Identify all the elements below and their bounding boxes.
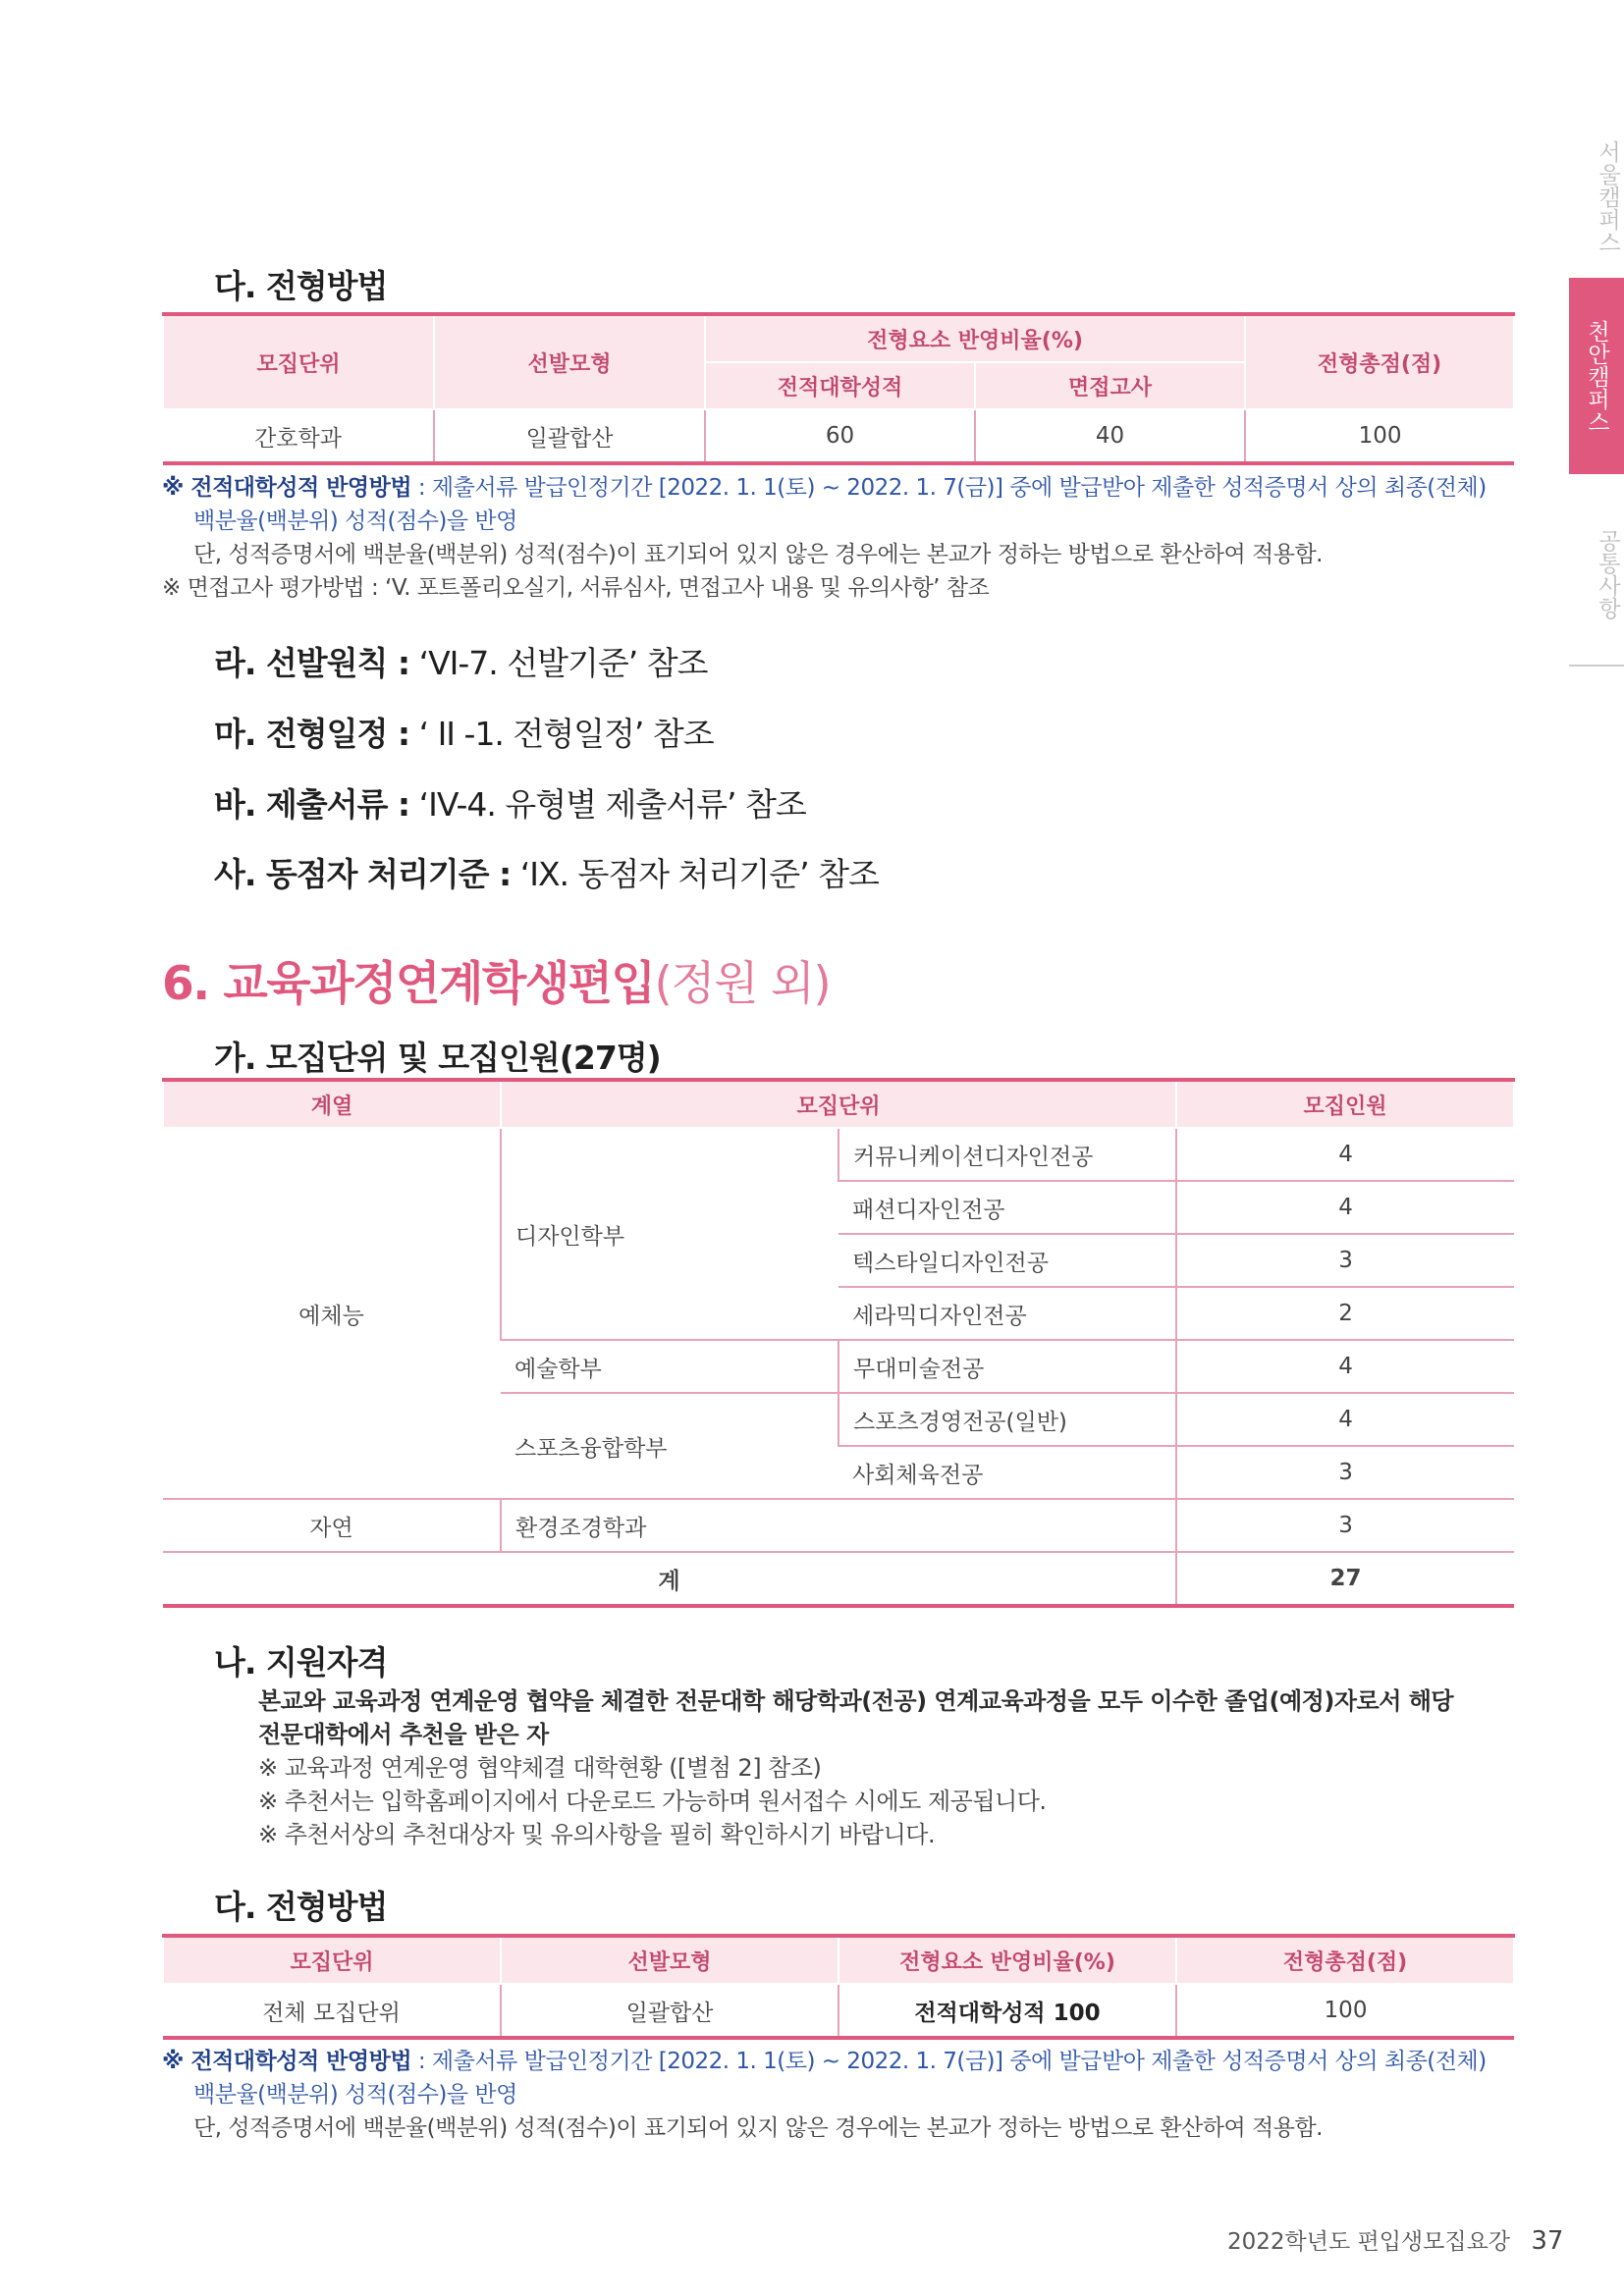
cell-total-value: 27 bbox=[1176, 1552, 1514, 1606]
ref-selection-principle bbox=[214, 638, 708, 684]
cell-unit: 전체 모집단위 bbox=[163, 1984, 501, 2038]
side-tab-seoul[interactable]: 서울캠퍼스 bbox=[1595, 139, 1620, 253]
section-title-method-2: 다. 전형방법 bbox=[214, 1888, 388, 1926]
th-ratio: 전형요소 반영비율(%) bbox=[705, 314, 1245, 362]
cell-quota: 4 bbox=[1176, 1340, 1514, 1393]
note-text: 단, 성적증명서에 백분율(백분위) 성적(점수)이 표기되어 있지 않은 경우에는 본교가 정하는 방법으로 환산하여 적용함. bbox=[193, 2115, 1323, 2141]
section-6-main: 6. 교육과정연계학생편입 bbox=[162, 957, 655, 1011]
ref-label: 사. 동점자 처리기준 : bbox=[214, 855, 512, 893]
cell-total-label: 계 bbox=[163, 1552, 1176, 1606]
th-total: 전형총점(점) bbox=[1245, 314, 1514, 409]
th-interview: 면접고사 bbox=[975, 362, 1245, 409]
cell-quota: 3 bbox=[1176, 1499, 1514, 1552]
cell-unit: 간호학과 bbox=[163, 409, 434, 463]
ref-label: 라. 선발원칙 : bbox=[214, 644, 410, 682]
section-title-eligibility: 나. 지원자격 bbox=[214, 1643, 388, 1682]
ref-label: 바. 제출서류 : bbox=[214, 785, 410, 824]
note-text: 백분율(백분위) 성적(점수)을 반영 bbox=[193, 2082, 517, 2108]
cell-gpa: 60 bbox=[705, 409, 975, 463]
cell-school-art: 예술학부 bbox=[501, 1340, 839, 1393]
eligibility-note: ※ 교육과정 연계운영 협약체결 대학현황 ([별첨 2] 참조) bbox=[258, 1754, 822, 1782]
cell-field-arts: 예체능 bbox=[163, 1128, 501, 1499]
method-table-2 bbox=[162, 1934, 1515, 2040]
cell-quota: 3 bbox=[1176, 1446, 1514, 1499]
th-ratio: 전형요소 반영비율(%) bbox=[839, 1936, 1176, 1984]
ref-tiebreak bbox=[214, 849, 879, 895]
eligibility-body bbox=[258, 1684, 1525, 1851]
ref-text: ‘IV-4. 유형별 제출서류’ 참조 bbox=[409, 785, 806, 824]
ref-text: ‘ II -1. 전형일정’ 참조 bbox=[409, 715, 714, 753]
footer bbox=[1227, 2223, 1563, 2256]
footer-title: 2022학년도 편입생모집요강 bbox=[1227, 2229, 1511, 2255]
cell-ratio: 전적대학성적 100 bbox=[839, 1984, 1176, 2038]
ref-text: ‘IX. 동점자 처리기준’ 참조 bbox=[511, 855, 879, 893]
cell-quota: 3 bbox=[1176, 1234, 1514, 1287]
method-table-1 bbox=[162, 312, 1515, 465]
note-text: 백분율(백분위) 성적(점수)을 반영 bbox=[193, 508, 517, 534]
note-mark: ※ 전적대학성적 반영방법 bbox=[162, 475, 412, 501]
section-6-suffix: (정원 외) bbox=[654, 957, 831, 1011]
th-unit: 모집단위 bbox=[163, 1936, 501, 1984]
cell-major: 커뮤니케이션디자인전공 bbox=[839, 1128, 1176, 1181]
cell-major: 텍스타일디자인전공 bbox=[839, 1234, 1176, 1287]
notes-1 bbox=[162, 471, 1527, 605]
th-unit: 모집단위 bbox=[501, 1080, 1176, 1128]
note-text: 단, 성적증명서에 백분율(백분위) 성적(점수)이 표기되어 있지 않은 경우에는 본교가 정하는 방법으로 환산하여 적용함. bbox=[193, 542, 1323, 567]
th-model: 선발모형 bbox=[501, 1936, 839, 1984]
section-title-method-1: 다. 전형방법 bbox=[214, 267, 388, 305]
eligibility-note: ※ 추천서상의 추천대상자 및 유의사항을 필히 확인하시기 바랍니다. bbox=[258, 1821, 936, 1848]
section-6-title bbox=[162, 947, 830, 1013]
cell-quota: 4 bbox=[1176, 1181, 1514, 1234]
cell-major: 세라믹디자인전공 bbox=[839, 1287, 1176, 1340]
note-mark: ※ 전적대학성적 반영방법 bbox=[162, 2049, 412, 2074]
section-title-units: 가. 모집단위 및 모집인원(27명) bbox=[214, 1039, 661, 1077]
page-number: 37 bbox=[1531, 2226, 1564, 2256]
th-model: 선발모형 bbox=[434, 314, 705, 409]
th-unit: 모집단위 bbox=[163, 314, 434, 409]
cell-interview: 40 bbox=[975, 409, 1245, 463]
cell-quota: 4 bbox=[1176, 1393, 1514, 1446]
eligibility-line: 본교와 교육과정 연계운영 협약을 체결한 전문대학 해당학과(전공) 연계교육과정을 모두 이수한 졸업(예정)자로서 해당 bbox=[258, 1687, 1454, 1715]
th-gpa: 전적대학성적 bbox=[705, 362, 975, 409]
cell-school-design: 디자인학부 bbox=[501, 1128, 839, 1340]
cell-total: 100 bbox=[1245, 409, 1514, 463]
cell-model: 일괄합산 bbox=[434, 409, 705, 463]
cell-nature-unit: 환경조경학과 bbox=[501, 1499, 1176, 1552]
note-text: : 제출서류 발급인정기간 [2022. 1. 1(토) ~ 2022. 1. 7(금)] 중에 발급받아 제출한 성적증명서 상의 최종(전체) bbox=[411, 2049, 1487, 2074]
units-table bbox=[162, 1078, 1515, 1608]
eligibility-line: 전문대학에서 추천을 받은 자 bbox=[258, 1721, 549, 1748]
cell-major: 스포츠경영전공(일반) bbox=[839, 1393, 1176, 1446]
note-text: : 제출서류 발급인정기간 [2022. 1. 1(토) ~ 2022. 1. 7(금)] 중에 발급받아 제출한 성적증명서 상의 최종(전체) bbox=[411, 475, 1487, 501]
cell-model: 일괄합산 bbox=[501, 1984, 839, 2038]
eligibility-note: ※ 추천서는 입학홈페이지에서 다운로드 가능하며 원서접수 시에도 제공됩니다. bbox=[258, 1788, 1047, 1815]
side-divider bbox=[1569, 665, 1624, 667]
ref-schedule bbox=[214, 709, 714, 755]
cell-school-sports: 스포츠융합학부 bbox=[501, 1393, 839, 1499]
cell-major: 사회체육전공 bbox=[839, 1446, 1176, 1499]
ref-label: 마. 전형일정 : bbox=[214, 715, 410, 753]
cell-quota: 4 bbox=[1176, 1128, 1514, 1181]
ref-documents bbox=[214, 779, 806, 826]
side-tab-cheonan[interactable]: 천안캠퍼스 bbox=[1569, 278, 1624, 474]
th-total: 전형총점(점) bbox=[1176, 1936, 1514, 1984]
cell-field-nature: 자연 bbox=[163, 1499, 501, 1552]
side-tab-common[interactable]: 공통사항 bbox=[1595, 529, 1620, 619]
th-quota: 모집인원 bbox=[1176, 1080, 1514, 1128]
notes-2 bbox=[162, 2045, 1527, 2145]
cell-major: 패션디자인전공 bbox=[839, 1181, 1176, 1234]
note-text: ※ 면접고사 평가방법 : ‘V. 포트폴리오실기, 서류심사, 면접고사 내용 및 유의사항’ 참조 bbox=[162, 575, 990, 601]
cell-major: 무대미술전공 bbox=[839, 1340, 1176, 1393]
ref-text: ‘VI-7. 선발기준’ 참조 bbox=[409, 644, 708, 682]
cell-total: 100 bbox=[1176, 1984, 1514, 2038]
th-field: 계열 bbox=[163, 1080, 501, 1128]
cell-quota: 2 bbox=[1176, 1287, 1514, 1340]
